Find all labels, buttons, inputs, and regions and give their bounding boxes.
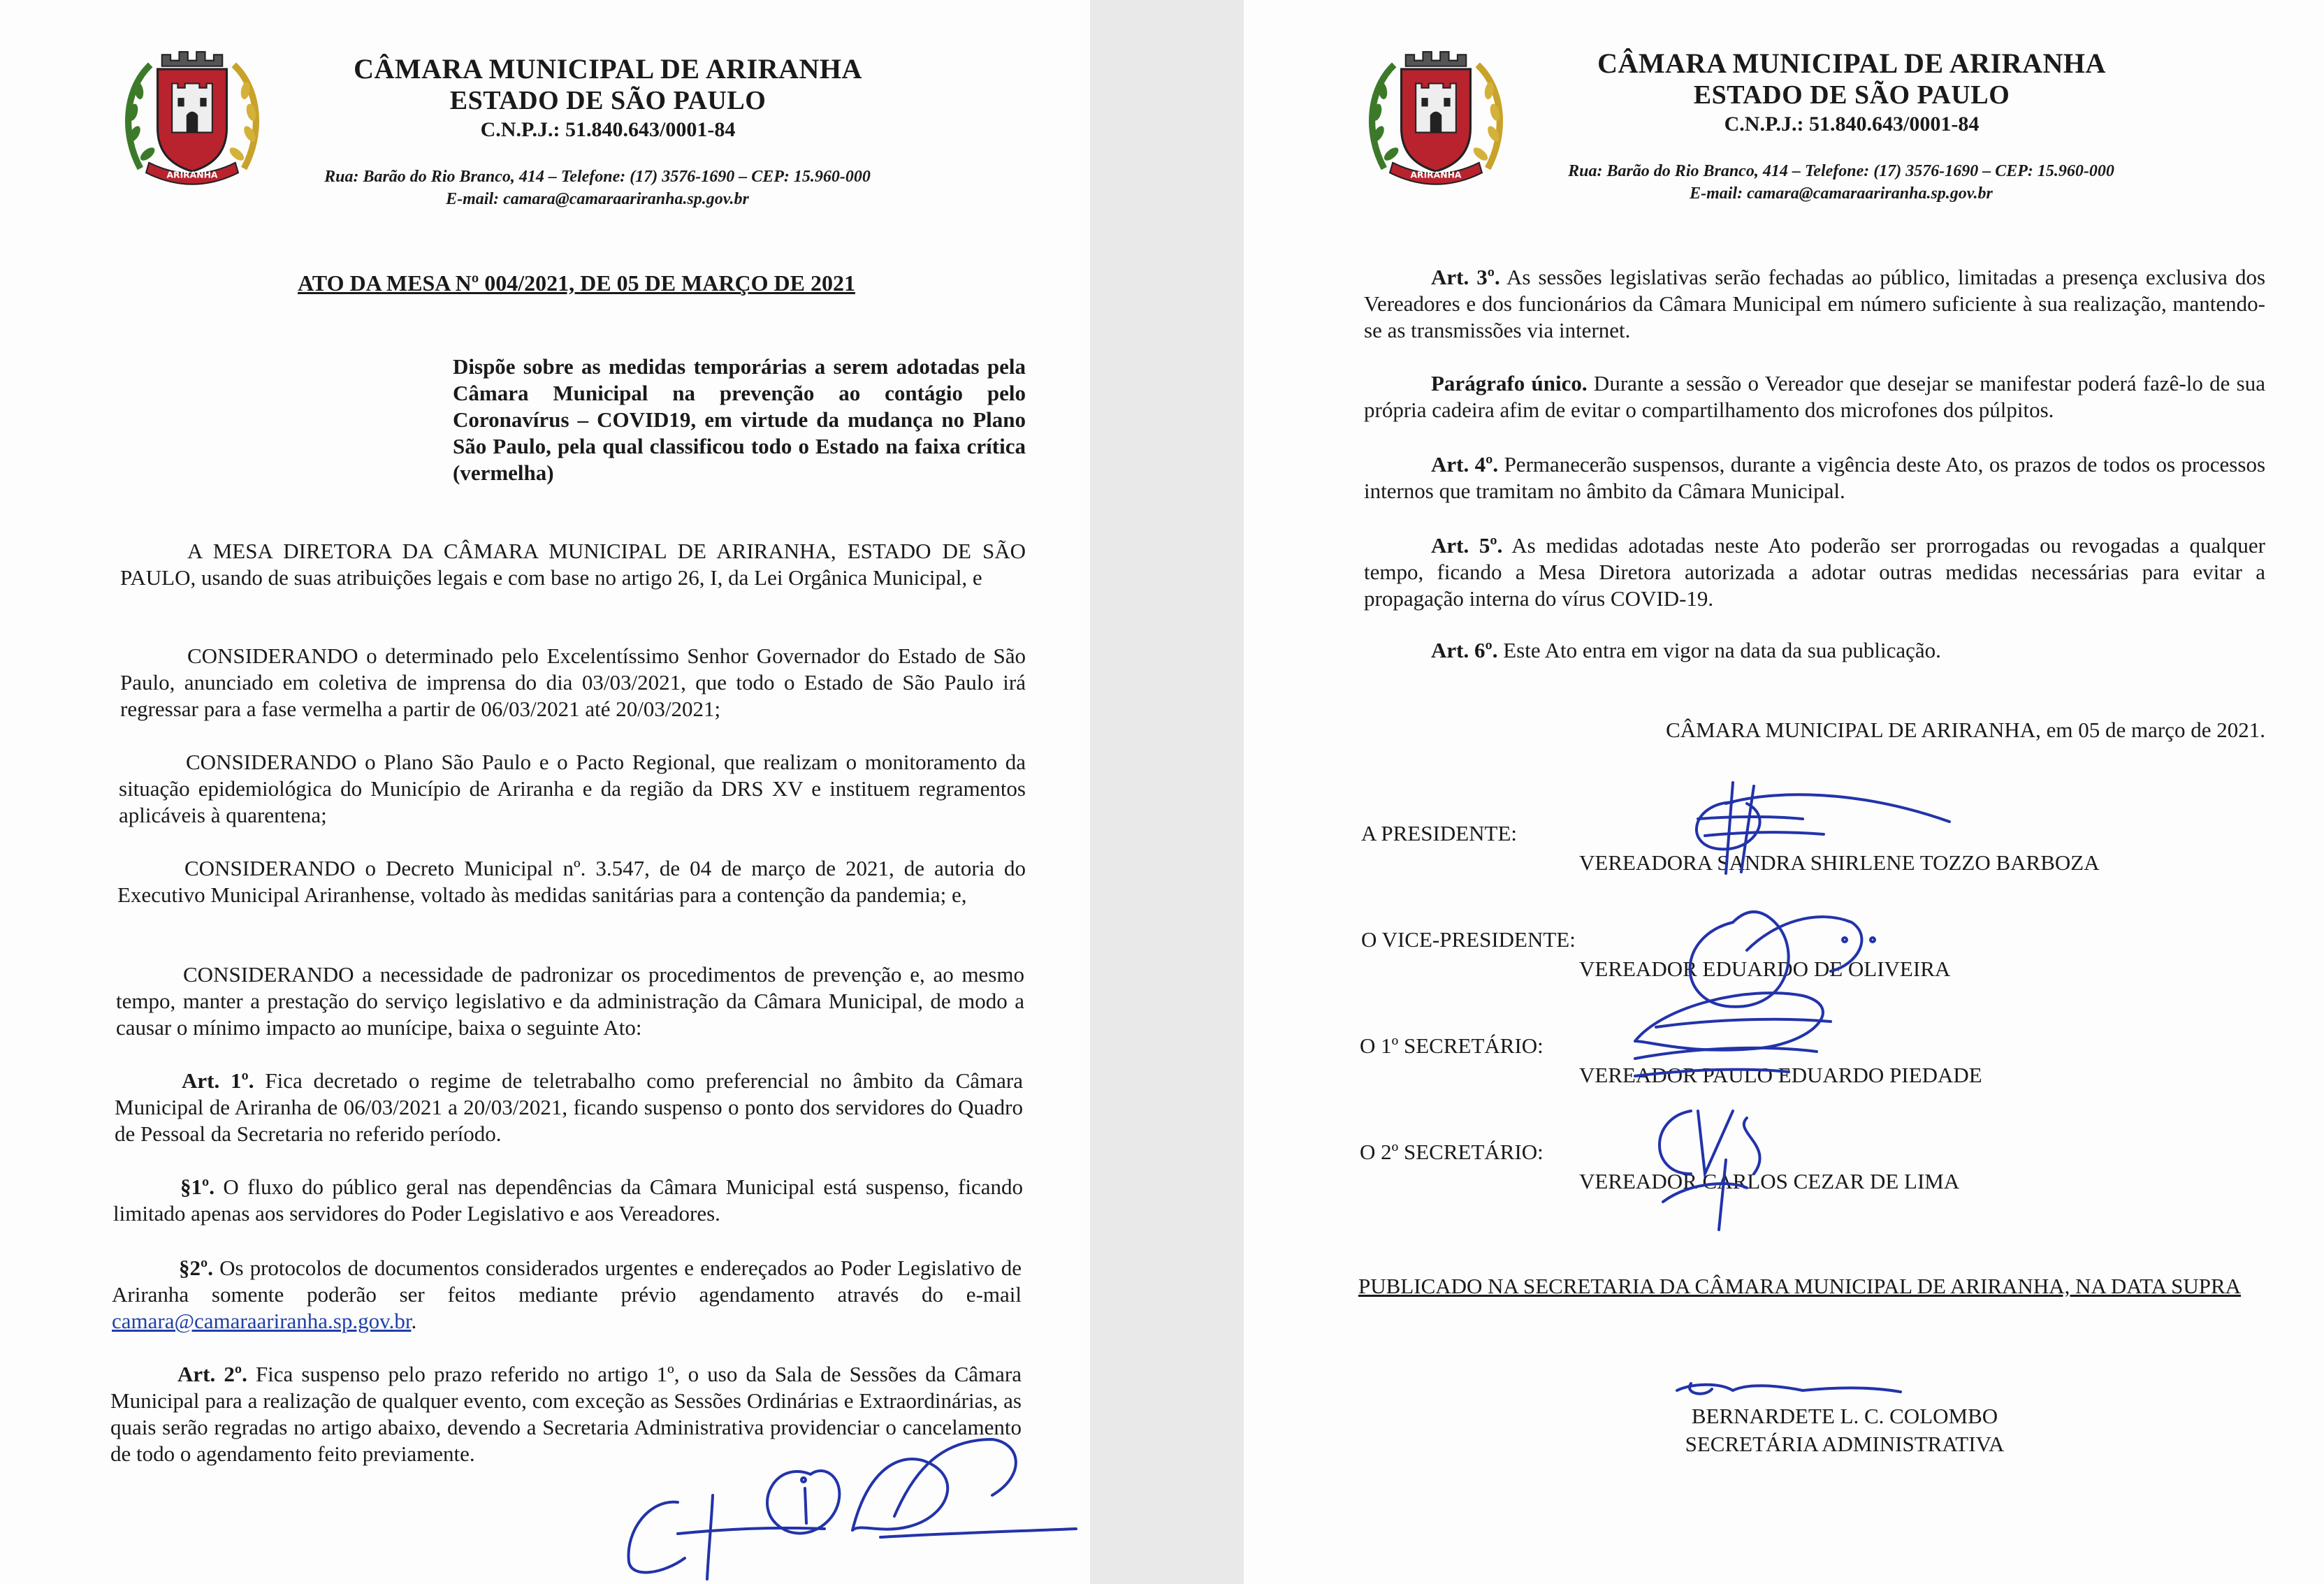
letterhead [1537,48,2166,138]
cnpj: C.N.P.J.: 51.840.643/0001-84 [480,118,736,141]
considerando-4: CONSIDERANDO a necessidade de padronizar os procedimentos de prevenção e, ao mesmo tempo, manter a prestação do serviço legislativo e da administração da Câmara Municipal, de modo a causar o mínimo impacto ao munícipe, baixa o seguinte Ato: [116,962,1024,1040]
cnpj: C.N.P.J.: 51.840.643/0001-84 [1724,112,1980,136]
role-name-second-secretary: VEREADOR CARLOS CEZAR DE LIMA [1579,1169,1960,1193]
role-label-vice-president: O VICE-PRESIDENTE: [1361,927,1576,952]
paragraph-1: §1º. O fluxo do público geral nas dependências da Câmara Municipal está suspenso, ficando limitado apenas aos servidores do Poder Legislativo e aos Vereadores. [113,1175,1023,1226]
date-line: CÂMARA MUNICIPAL DE ARIRANHA, em 05 de março de 2021. [1666,718,2265,742]
role-label-first-secretary: O 1º SECRETÁRIO: [1360,1033,1544,1058]
email-line: E-mail: camara@camaraariranha.sp.gov.br [1690,184,1993,203]
document-page-left [0,0,1090,1584]
article-2: Art. 2º. Fica suspenso pelo prazo referido no artigo 1º, o uso da Sala de Sessões da Câmara Municipal para a realização de qualquer evento, com exceção as Sessões Ordinárias e Extraordinárias, as quais serão regradas no artigo abaixo, devendo a Secretaria Administrativa providenciar o cancelamento de todo o agendamento feito previamente. [110,1362,1022,1466]
article-6: Art. 6º. Este Ato entra em vigor na data da sua publicação. [1431,638,1941,662]
letterhead [293,53,922,144]
municipal-crest-icon [1364,48,1508,191]
svg-text:ARIRANHA: ARIRANHA [166,170,218,180]
address-line: Rua: Barão do Rio Branco, 414 – Telefone: (17) 3576-1690 – CEP: 15.960-000 [324,168,871,186]
article-5: Art. 5º. As medidas adotadas neste Ato poderão ser prorrogadas ou revogadas a qualquer tempo, ficando a Mesa Diretora autorizada a adotar outras medidas necessárias para evitar a propagação interna do vírus COVID-19. [1364,533,2265,611]
role-name-vice-president: VEREADOR EDUARDO DE OLIVEIRA [1579,957,1951,981]
state-name: ESTADO DE SÃO PAULO [449,86,767,115]
svg-text:ARIRANHA: ARIRANHA [1410,170,1462,180]
secretary-role: SECRETÁRIA ADMINISTRATIVA [1685,1432,2005,1456]
publication-note: PUBLICADO NA SECRETARIA DA CÂMARA MUNICIPAL DE ARIRANHA, NA DATA SUPRA [1358,1274,2242,1298]
paragraph-2: §2º. Os protocolos de documentos considerados urgentes e endereçados ao Poder Legislativo de Ariranha somente poderão ser feitos mediante prévio agendamento através do e-mail camara@camaraariranha.sp.gov.br. [112,1256,1022,1333]
role-name-president: VEREADORA SANDRA SHIRLENE TOZZO BARBOZA [1579,850,2100,875]
role-label-second-secretary: O 2º SECRETÁRIO: [1360,1140,1544,1164]
article-3: Art. 3º. As sessões legislativas serão fechadas ao público, limitadas a presença exclusiva dos Vereadores e dos funcionários da Câmara Municipal em número suficiente à sua realização, mantendo-se as transmissões via internet. [1364,265,2266,342]
municipal-crest-icon [120,48,264,191]
considerando-1: CONSIDERANDO o determinado pelo Excelentíssimo Senhor Governador do Estado de São Paulo, anunciado em coletiva de imprensa do dia 03/03/2021, que todo o Estado de São Paulo irá regressar para a fase vermelha a partir de 06/03/2021 até 20/03/2021; [120,644,1026,721]
sole-paragraph: Parágrafo único. Durante a sessão o Vereador que desejar se manifestar poderá fazê-lo de sua própria cadeira afim de evitar o compartilhamento dos microfones dos púlpitos. [1364,371,2265,422]
role-name-first-secretary: VEREADOR PAULO EDUARDO PIEDADE [1579,1063,1982,1087]
role-label-president: A PRESIDENTE: [1361,821,1518,845]
considerando-2: CONSIDERANDO o Plano São Paulo e o Pacto Regional, que realizam o monitoramento da situação epidemiológica do Município de Ariranha e da região da DRS XV e instituem regramentos aplicáveis à quarentena; [119,750,1026,827]
act-summary: Dispõe sobre as medidas temporárias a serem adotadas pela Câmara Municipal na prevenção ao contágio pelo Coronavírus – COVID19, em virtude da mudança no Plano São Paulo, pela qual classificou todo o Estado na faixa crítica (vermelha) [453,354,1026,485]
considerando-3: CONSIDERANDO o Decreto Municipal nº. 3.547, de 04 de março de 2021, de autoria do Executivo Municipal Ariranhense, voltado às medidas sanitárias para a contenção da pandemia; e, [117,856,1026,907]
chamber-name: CÂMARA MUNICIPAL DE ARIRANHA [354,53,862,85]
preamble: A MESA DIRETORA DA CÂMARA MUNICIPAL DE ARIRANHA, ESTADO DE SÃO PAULO, usando de suas atribuições legais e com base no artigo 26, I, da Lei Orgânica Municipal, e [120,539,1026,590]
email-link[interactable]: camara@camaraariranha.sp.gov.br [112,1309,412,1333]
chamber-name: CÂMARA MUNICIPAL DE ARIRANHA [1597,48,2106,79]
article-4: Art. 4º. Permanecerão suspensos, durante a vigência deste Ato, os prazos de todos os processos internos que tramitam no âmbito da Câmara Municipal. [1364,452,2266,503]
state-name: ESTADO DE SÃO PAULO [1693,80,2010,110]
email-line: E-mail: camara@camaraariranha.sp.gov.br [446,190,749,208]
act-title: ATO DA MESA Nº 004/2021, DE 05 DE MARÇO DE 2021 [298,270,855,296]
handwritten-signatures-icon [1244,0,2324,1584]
address-line: Rua: Barão do Rio Branco, 414 – Telefone: (17) 3576-1690 – CEP: 15.960-000 [1568,162,2114,180]
document-page-right [1244,0,2324,1584]
article-1: Art. 1º. Fica decretado o regime de teletrabalho como preferencial no âmbito da Câmara Municipal de Ariranha de 06/03/2021 a 20/03/2021, ficando suspenso o ponto dos servidores do Quadro de Pessoal da Secretaria no referido período. [115,1068,1023,1146]
secretary-name: BERNARDETE L. C. COLOMBO [1691,1404,1998,1428]
